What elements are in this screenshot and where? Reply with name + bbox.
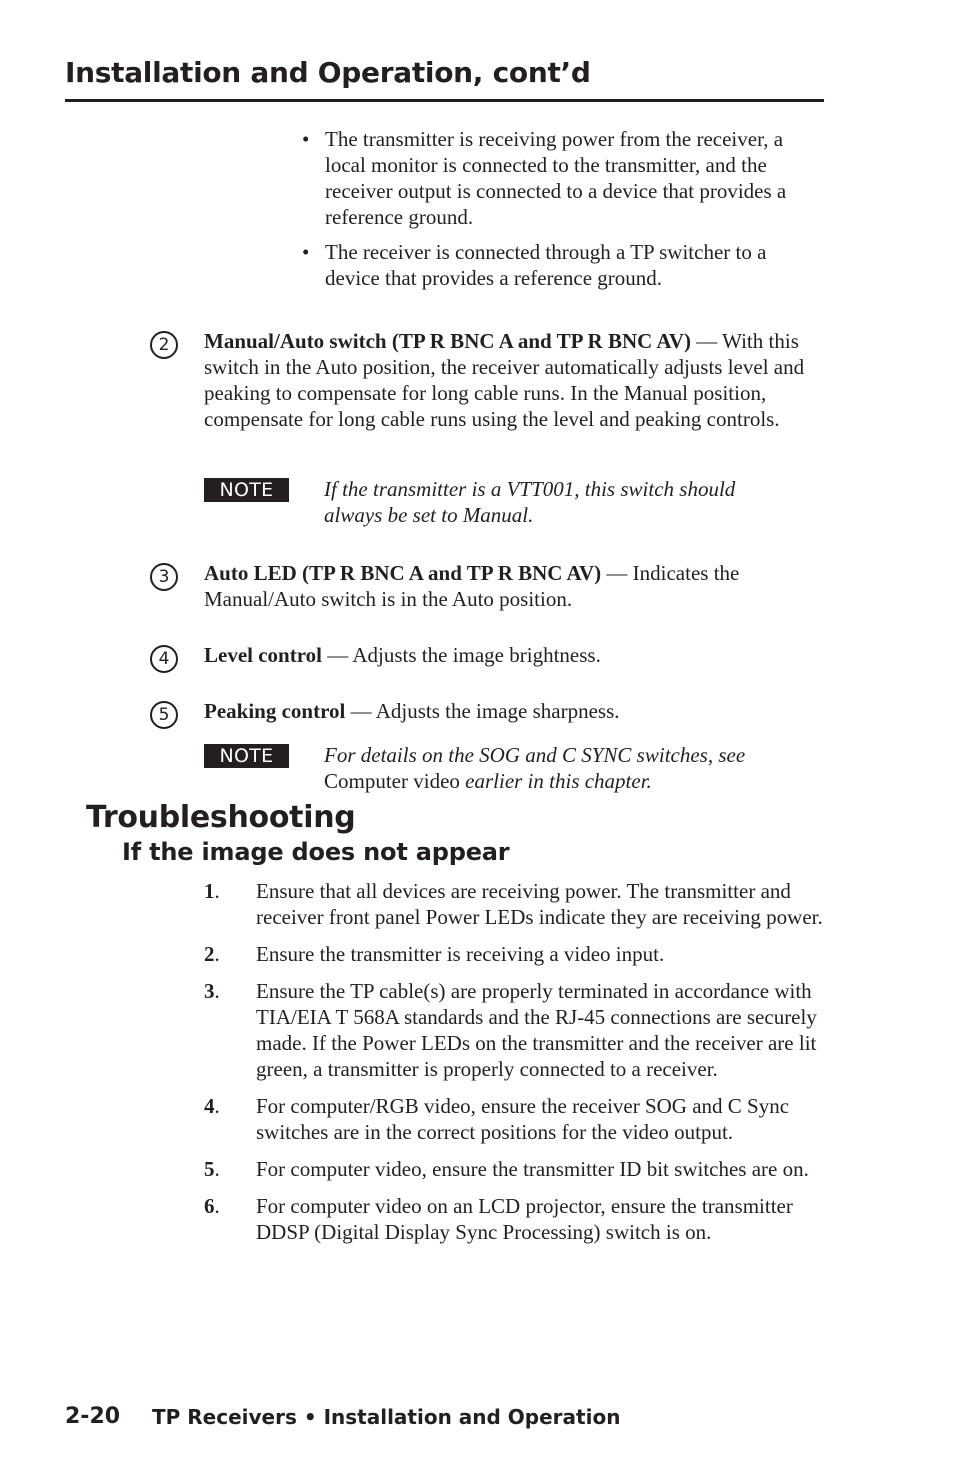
list-item [204, 878, 824, 930]
note-text-after: earlier in this chapter. [459, 769, 652, 793]
step-text: For computer video on an LCD projector, ensure the transmitter DDSP (Digital Display Sync Processing) switch is on. [256, 1194, 793, 1244]
callout-description: — Indicates the Manual/Auto switch is in the Auto position. [204, 561, 740, 611]
bullet-item [302, 239, 822, 291]
note-text-before: For details on the SOG and C SYNC switches, see [324, 743, 746, 767]
step-text: Ensure that all devices are receiving power. The transmitter and receiver front panel Power LEDs indicate they are receiving power. [256, 879, 823, 929]
header-rule [65, 99, 824, 102]
callout-description: — Adjusts the image brightness. [322, 643, 601, 667]
callout-title: Peaking control [204, 699, 346, 723]
step-number: 6. [204, 1194, 220, 1218]
callout-title: Level control [204, 643, 323, 667]
step-text: Ensure the transmitter is receiving a video input. [256, 942, 665, 966]
bullet-list [302, 126, 822, 300]
callout-text [204, 560, 820, 612]
section-title: Troubleshooting [86, 800, 356, 835]
note-cross-reference: Computer video [324, 769, 460, 793]
callout-text [204, 328, 820, 432]
step-text: Ensure the TP cable(s) are properly terminated in accordance with TIA/EIA T 568A standards and the RJ-45 connections are securely made. If the Power LEDs on the transmitter and the receiver are lit green, a transmitter is properly connected to a receiver. [256, 979, 817, 1081]
bullet-icon: • [302, 127, 310, 151]
bullet-text: The receiver is connected through a TP switcher to a device that provides a reference ground. [325, 240, 767, 290]
bullet-text: The transmitter is receiving power from the receiver, a local monitor is connected to the transmitter, and the receiver output is connected to a device that provides a reference ground. [325, 127, 787, 229]
note-text [324, 742, 774, 794]
list-item [204, 1193, 824, 1245]
step-text: For computer/RGB video, ensure the receiver SOG and C Sync switches are in the correct positions for the video output. [256, 1094, 790, 1144]
callout-text [204, 642, 820, 668]
callout-description: — Adjusts the image sharpness. [345, 699, 620, 723]
callout-number-icon: 2 [150, 331, 178, 359]
footer-title: TP Receivers • Installation and Operation [152, 1405, 621, 1429]
step-number: 2. [204, 942, 220, 966]
note-text: If the transmitter is a VTT001, this switch should always be set to Manual. [324, 477, 736, 527]
step-number: 3. [204, 979, 220, 1003]
callout-text [204, 698, 820, 724]
list-item [204, 1093, 824, 1145]
note-badge: NOTE [204, 478, 289, 502]
page-number: 2-20 [65, 1404, 121, 1429]
list-item [204, 941, 824, 967]
callout-number-icon: 5 [150, 701, 178, 729]
list-item [204, 978, 824, 1082]
step-text: For computer video, ensure the transmitter ID bit switches are on. [256, 1157, 809, 1181]
section-subtitle: If the image does not appear [122, 838, 510, 866]
page-header-title: Installation and Operation, cont’d [65, 56, 591, 89]
callout-number-icon: 3 [150, 563, 178, 591]
note-badge: NOTE [204, 744, 289, 768]
callout-title: Auto LED (TP R BNC A and TP R BNC AV) [204, 561, 602, 585]
callout-title: Manual/Auto switch (TP R BNC A and TP R BNC AV) [204, 329, 691, 353]
list-item [204, 1156, 824, 1182]
step-number: 4. [204, 1094, 220, 1118]
callout-number-icon: 4 [150, 645, 178, 673]
step-number: 5. [204, 1157, 220, 1181]
callout-description: — With this switch in the Auto position, the receiver automatically adjusts level and peaking to compensate for long cable runs. In the Manual position, compensate for long cable runs using the level and peaking controls. [204, 329, 805, 431]
bullet-item [302, 126, 822, 230]
step-number: 1. [204, 879, 220, 903]
troubleshooting-steps [204, 878, 824, 1256]
bullet-icon: • [302, 240, 310, 264]
